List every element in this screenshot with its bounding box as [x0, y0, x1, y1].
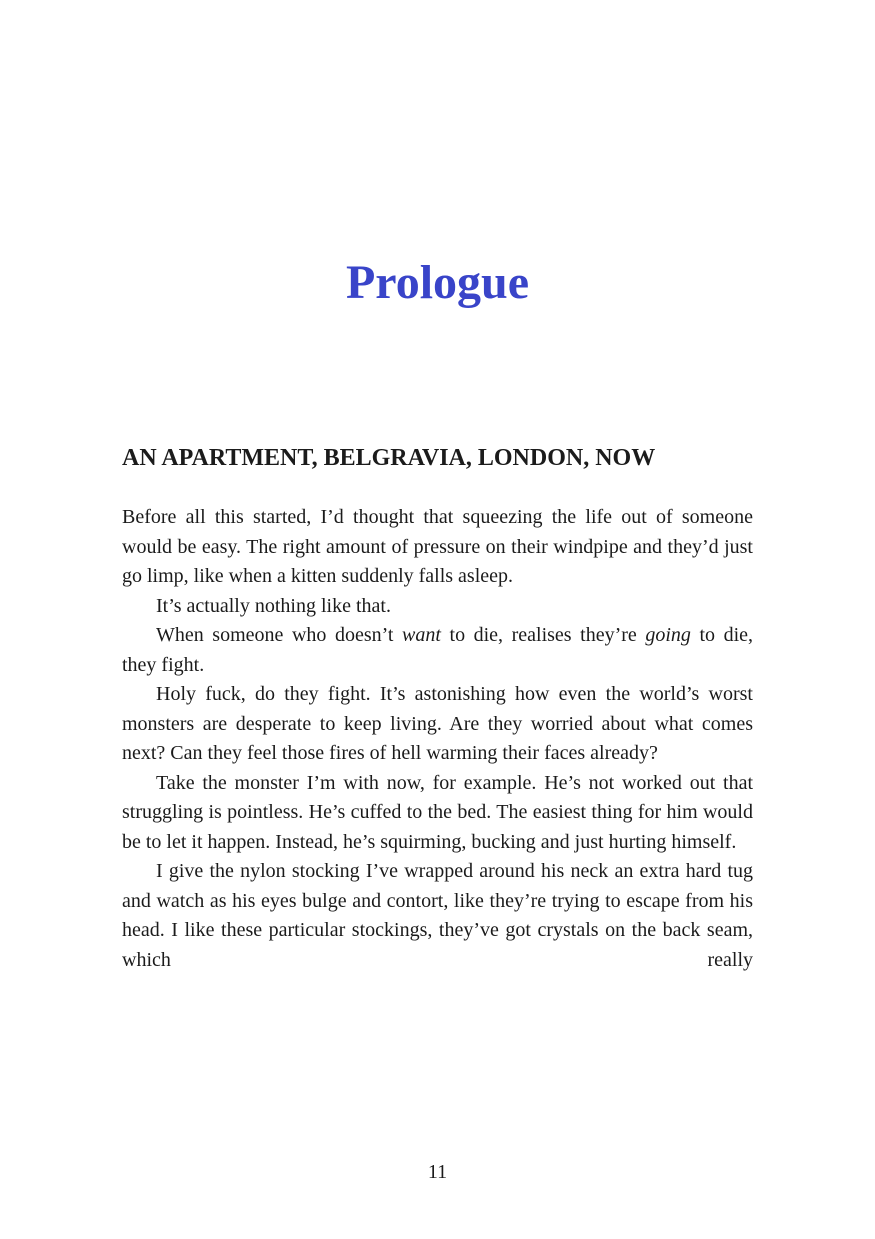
- chapter-title: Prologue: [345, 256, 530, 309]
- paragraph: [122, 857, 753, 975]
- text-segment: Holy fuck, do they fight. It’s astonishing how even the world’s worst monsters are desperate to keep living. Are they worried about what comes next? Can they feel those fires of hell warming their faces already?: [122, 683, 753, 764]
- text-segment: to die, they fight.: [122, 624, 754, 676]
- italic-text-segment: going: [645, 624, 691, 646]
- text-segment: It’s actually nothing like that.: [156, 594, 391, 617]
- paragraph: [122, 503, 753, 592]
- text-segment: When someone who doesn’t: [156, 624, 403, 646]
- text-segment: to die, realises they’re: [440, 624, 646, 646]
- page-number: 11: [427, 1161, 448, 1183]
- text-segment: Before all this started, I’d thought that squeezing the life out of someone would be easy. The right amount of pressure on their windpipe and they’d just go limp, like when a kitten suddenly falls asleep.: [122, 506, 753, 587]
- paragraph: [122, 680, 753, 769]
- paragraph: [122, 769, 753, 858]
- section-heading: AN APARTMENT, BELGRAVIA, LONDON, NOW: [122, 445, 656, 471]
- text-segment: I give the nylon stocking I’ve wrapped around his neck an extra hard tug and watch as his eyes bulge and contort, like they’re trying to escape from his head. I like these particular stockings, they’ve got crystals on the back seam, which really: [122, 860, 753, 971]
- text-segment: Take the monster I’m with now, for example. He’s not worked out that struggling is pointless. He’s cuffed to the bed. The easiest thing for him would be to let it happen. Instead, he’s squirming, bucking and just hurting himself.: [122, 771, 753, 853]
- body-text: [122, 503, 753, 975]
- paragraph: [122, 621, 753, 680]
- paragraph: [122, 592, 753, 622]
- italic-text-segment: want: [402, 624, 441, 646]
